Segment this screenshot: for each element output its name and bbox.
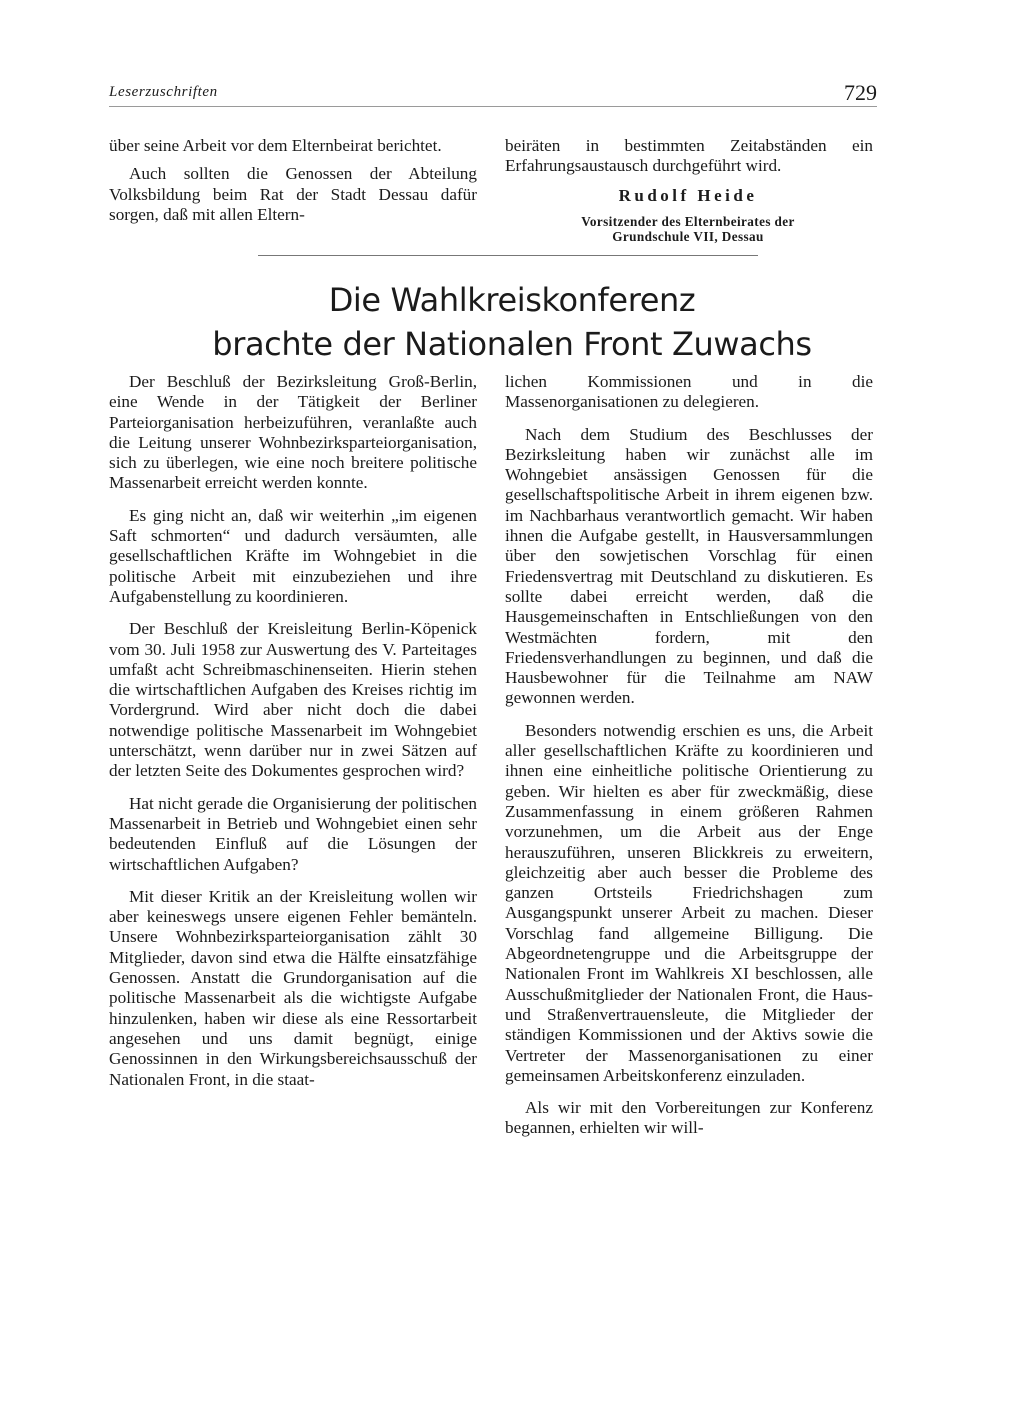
article-paragraph: lichen Kommissionen und in die Massenorganisationen zu delegieren. <box>505 372 873 412</box>
signature-role <box>503 214 873 244</box>
article-paragraph: Besonders notwendig erschien es uns, die Arbeit aller gesellschaftlichen Kräfte zu koordinieren und ihnen eine einheitliche politische Orientierung zu geben. Wir hielten es aber für zweckmäßig, diese Zusammenfassung in einem größeren Rahmen vorzunehmen, um die Arbeit aus der Enge herauszuführen, unseren Blickkreis zu erweitern, gleichzeitig aber auch besser die Probleme des ganzen Ortsteils Friedrichshagen zum Ausgangspunkt unserer Arbeit zu machen. Dieser Vorschlag fand allgemeine Billigung. Die Abgeordnetengruppe und die Arbeitsgruppe der Nationalen Front im Wahlkreis XI beschlossen, alle Ausschußmitglieder der Nationalen Front, die Haus- und Straßenvertrauensleute, die Mitglieder der ständigen Kommissionen und der Aktivs sowie die Vertreter der Massenorganisationen zu einer gemeinsamen Arbeitskonferenz einzuladen. <box>505 720 873 1085</box>
section-divider <box>258 255 758 256</box>
signature-role-line: Grundschule VII, Dessau <box>612 229 764 244</box>
signature-role-line: Vorsitzender des Elternbeirates der <box>581 214 795 229</box>
article-paragraph: Hat nicht gerade die Organisierung der politischen Massenarbeit in Betrieb und Wohngebiet einen sehr bedeutenden Einfluß auf die Lösungen der wirtschaftlichen Aufgaben? <box>109 793 477 874</box>
letter-column-right <box>505 136 873 177</box>
page-number: 729 <box>844 80 877 105</box>
headline-line: brachte der Nationalen Front Zuwachs <box>212 325 812 363</box>
letter-paragraph: Auch sollten die Genossen der Abteilung Volksbildung beim Rat der Stadt Dessau dafür sorgen, daß mit allen Eltern- <box>109 164 477 224</box>
letter-column-left <box>109 136 477 225</box>
letter-paragraph: beiräten in bestimmten Zeitabständen ein Erfahrungsaustausch durchgeführt wird. <box>505 136 873 176</box>
article-paragraph: Als wir mit den Vorbereitungen zur Konferenz begannen, erhielten wir will- <box>505 1098 873 1138</box>
article-paragraph: Der Beschluß der Bezirksleitung Groß-Berlin, eine Wende in der Tätigkeit der Berliner Parteiorganisation herbeizuführen, veranlaßte auch die Leitung unserer Wohnbezirksparteiorganisation, sich zu überlegen, wie eine noch breitere politische Massenarbeit erreicht werden konnte. <box>109 372 477 493</box>
article-paragraph: Der Beschluß der Kreisleitung Berlin-Köpenick vom 30. Juli 1958 zur Auswertung des V. Parteitages umfaßt acht Schreibmaschinenseiten. Hierin stehen die wirtschaftlichen Aufgaben des Kreises richtig im Vordergrund. Wird aber nicht doch die dabei notwendige politische Massenarbeit im Wohngebiet unterschätzt, wenn darüber nur in zwei Sätzen auf der letzten Seite des Dokumentes gesprochen wird? <box>109 619 477 781</box>
headline-line: Die Wahlkreiskonferenz <box>328 281 696 319</box>
article-headline <box>130 278 894 366</box>
article-column-right <box>505 372 873 1139</box>
running-title: Leserzuschriften <box>109 84 218 100</box>
letter-paragraph: über seine Arbeit vor dem Elternbeirat berichtet. <box>109 136 442 155</box>
article-paragraph: Nach dem Studium des Beschlusses der Bezirksleitung haben wir zunächst alle im Wohngebiet ansässigen Genossen für die gesellschaftspolitische Arbeit in ihrem eigenen bzw. im Nachbarhaus verantwortlich gemacht. Wir haben ihnen die Aufgabe gestellt, in Hausversammlungen über den sowjetischen Vorschlag für einen Friedensvertrag mit Deutschland zu diskutieren. Es sollte dabei erreicht werden, daß die Hausgemeinschaften in Entschließungen von den Westmächten fordern, mit den Friedensverhandlungen zu beginnen, und daß die Hausbewohner für die Teilnahme am NAW gewonnen werden. <box>505 424 873 708</box>
article-paragraph: Mit dieser Kritik an der Kreisleitung wollen wir aber keineswegs unsere eigenen Fehler bemänteln. Unsere Wohnbezirksparteiorganisation zählt 30 Mitglieder, davon sind etwa die Hälfte einsatzfähige Genossen. Anstatt die Grundorganisation auf die politische Massenarbeit als die wichtigste Aufgabe hinzulenken, haben wir diese als eine Ressortarbeit angesehen und uns damit begnügt, einige Genossinnen in den Wirkungsbereichsausschuß der Nationalen Front, in die staat- <box>109 886 477 1089</box>
header-rule <box>109 106 877 107</box>
running-head <box>109 82 877 108</box>
article-column-left <box>109 372 477 1090</box>
signature-name: Rudolf Heide <box>618 186 758 205</box>
article-paragraph: Es ging nicht an, daß wir weiterhin „im eigenen Saft schmorten“ und dadurch versäumten, alle gesellschaftlichen Kräfte im Wohngebiet in die politische Arbeit mit einzubeziehen und ihre Aufgabenstellung zu koordinieren. <box>109 505 477 606</box>
